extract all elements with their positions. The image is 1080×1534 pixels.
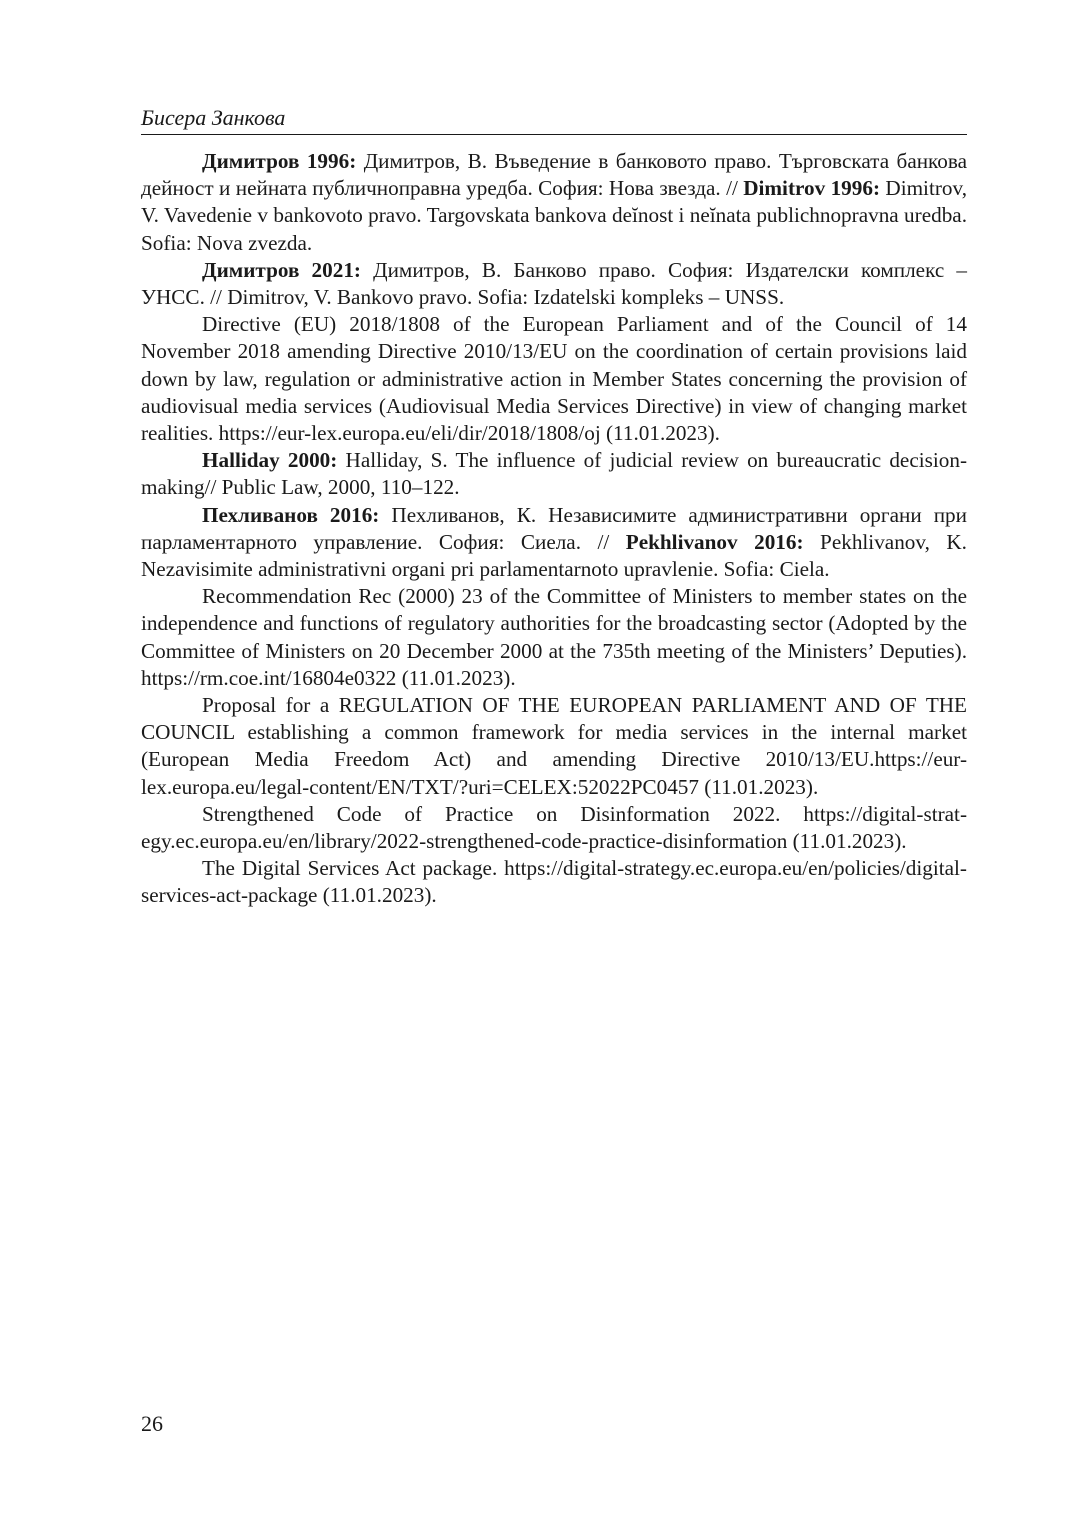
reference-text: The Digital Services Act package. https://digital-strategy.ec.europa.eu/en/policies/digital-services-act-package (11.01.2023). xyxy=(141,856,967,908)
reference-text-transliterated: Pekhlivanov, K. Nezavisimite administrativni organi pri parlamentarnoto upravlenie. Sofia: Ciela. xyxy=(141,529,967,582)
reference-entry xyxy=(141,311,967,447)
running-header: Бисера Занкова xyxy=(141,104,967,135)
reference-author-transliterated: Dimitrov 1996: xyxy=(743,176,881,201)
reference-entry xyxy=(141,148,967,257)
reference-author: Димитров 2021: xyxy=(202,257,361,282)
reference-author: Halliday 2000: xyxy=(202,448,338,473)
reference-entry xyxy=(141,502,967,584)
reference-author: Пехливанов 2016: xyxy=(202,502,380,527)
reference-text: Halliday, S. The influence of judicial review on bureaucratic decision-making// Public Law, 2000, 110–122. xyxy=(141,448,967,500)
reference-text: Directive (EU) 2018/1808 of the European Parliament and of the Council of 14 November 2018 amending Directive 2010/13/EU on the coordination of certain provisions laid down by law, regulation or administrative action in Member States concerning the provision of audiovisual media services (Audiovisual Media Services Directive) in view of changing market realities. https://eur-lex.europa.eu/eli/dir/2018/1808/oj (11.01.2023). xyxy=(141,312,967,446)
reference-text: Strengthened Code of Practice on Disinformation 2022. https://digital-strategy.ec.europa.eu/en/library/2022-strengthened-code-practice-disinformation (11.01.2023). xyxy=(141,801,967,854)
reference-text-transliterated: Dimitrov, V. Vavedenie v bankovoto pravo. Targovskata bankova deĭnost i neĭnata publichnopravna uredba. Sofia: Nova zvezda. xyxy=(141,176,967,255)
page-number: 26 xyxy=(141,1411,163,1436)
reference-entry xyxy=(141,447,967,501)
reference-entry xyxy=(141,583,967,692)
document-page xyxy=(141,0,967,1534)
reference-text: Димитров, В. Банково право. София: Издателски комплекс – УНСС. // Dimitrov, V. Bankovo pravo. Sofia: Izdatelski kompleks – UNSS. xyxy=(141,257,968,310)
reference-author-transliterated: Pekhlivanov 2016: xyxy=(625,529,804,554)
reference-entry xyxy=(141,257,967,311)
reference-entry xyxy=(141,855,967,909)
reference-entry xyxy=(141,801,967,855)
reference-list xyxy=(141,148,967,910)
reference-author: Димитров 1996: xyxy=(202,149,357,173)
reference-text: Recommendation Rec (2000) 23 of the Committee of Ministers to member states on the independence and functions of regulatory authorities for the broadcasting sector (Adopted by the Committee of Ministers on 20 December 2000 at the 735th meeting of the Ministers’ Deputies). https://rm.coe.int/16804e0322 (11.01.2023). xyxy=(141,584,967,690)
reference-text: Димитров, В. Въведение в банковото право. Търговската банкова дейност и нейната публичноправна уредба. София: Нова звезда. // xyxy=(141,149,967,201)
reference-text: Пехливанов, К. Независимите административни органи при парламентарното управление. София: Сиела. // xyxy=(141,502,967,554)
reference-entry xyxy=(141,692,967,801)
reference-text: Proposal for a REGULATION OF THE EUROPEAN PARLIAMENT AND OF THE COUNCIL establishing a common framework for media services in the internal market (European Media Freedom Act) and amending Directive 2010/13/EU.https://eur-lex.europa.eu/legal-content/EN/TXT/?uri=CELEX:52022PC0457 (11.01.2023). xyxy=(141,693,967,799)
